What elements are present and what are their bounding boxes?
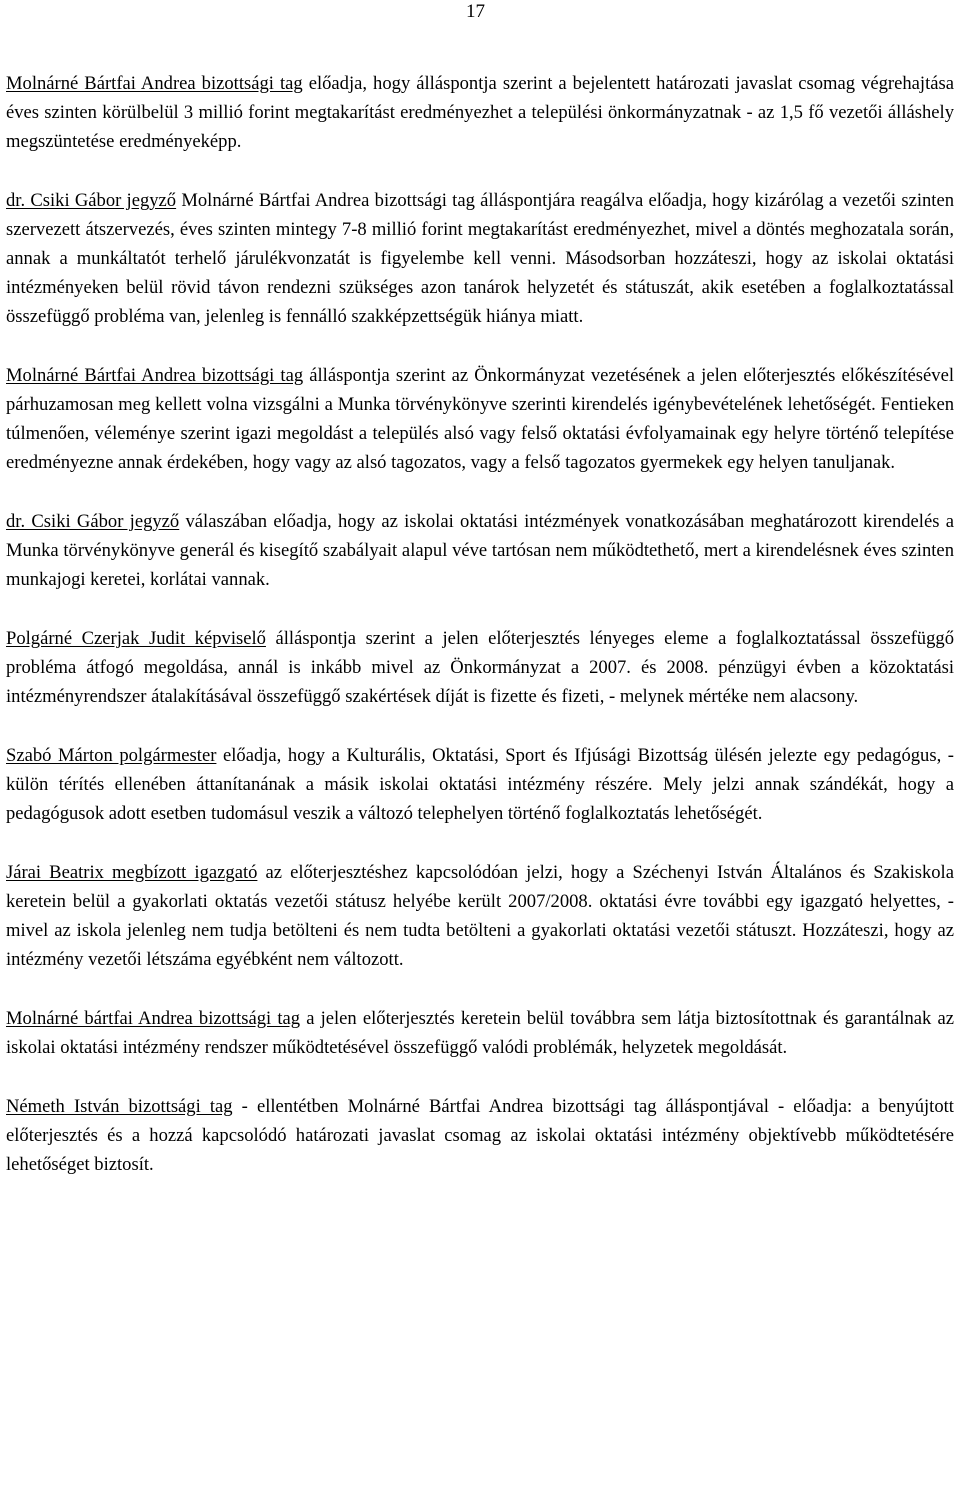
paragraph-6 [6,741,954,828]
paragraph-2 [6,186,954,331]
document-body [6,69,954,1209]
paragraph-text: álláspontja szerint az Önkormányzat vezetésének a jelen előterjesztés előkészítésével párhuzamosan meg kellett volna vizsgálni a Munka törvénykönyve szerinti kirendelés igénybevételének lehetőségét. Fentieken túlmenően, véleménye szerint igazi megoldást a település alsó vagy felső oktatási évfolyamainak egy helyre történő telepítése eredményezne annak érdekében, hogy vagy az alsó tagozatos, vagy a felső tagozatos gyermekek egy helyen tanuljanak. [6,365,954,473]
speaker-name: Németh István bizottsági tag [6,1096,233,1117]
speaker-name: Járai Beatrix megbízott igazgató [6,862,258,883]
speaker-name: Molnárné Bártfai Andrea bizottsági tag [6,73,303,94]
speaker-name: Molnárné bártfai Andrea bizottsági tag [6,1008,301,1029]
paragraph-8 [6,1004,954,1062]
speaker-name: dr. Csiki Gábor jegyző [6,190,177,211]
paragraph-text: válaszában előadja, hogy az iskolai oktatási intézmények vonatkozásában meghatározott kirendelés a Munka törvénykönyve generál és kisegítő szabályait alapul véve tartósan nem működtethető, mert a kirendelésnek éves szinten munkajogi keretei, korlátai vannak. [6,511,954,590]
paragraph-text: előadja, hogy álláspontja szerint a bejelentett határozati javaslat csomag végrehajtása éves szinten körülbelül 3 millió forint megtakarítást eredményezhet a települési önkormányzatnak - az 1,5 fő vezetői álláshely megszüntetése eredményeképp. [6,73,954,152]
page-number: 17 [466,1,485,22]
paragraph-text: álláspontja szerint a jelen előterjesztés lényeges eleme a foglalkoztatással összefüggő probléma átfogó megoldása, annál is inkább mivel az Önkormányzat a 2007. és 2008. pénzügyi évben a közoktatási intézményrendszer átalakításával összefüggő szakértések díját is fizette és fizeti, - melynek mértéke nem alacsony. [6,628,954,707]
paragraph-5 [6,624,954,711]
speaker-name: dr. Csiki Gábor jegyző [6,511,180,532]
paragraph-3 [6,361,954,477]
paragraph-text: az előterjesztéshez kapcsolódóan jelzi, hogy a Széchenyi István Általános és Szakiskola keretein belül a gyakorlati oktatás vezetői státusz helyébe került 2007/2008. oktatási évre további egy igazgató helyettes, - mivel az iskola jelenleg nem tudja betölteni és nem tudta betölteni a gyakorlati oktatási vezetői státuszt. Hozzáteszi, hogy az intézmény vezetői létszáma egyébként nem változott. [6,862,954,970]
paragraph-7 [6,858,954,974]
paragraph-text: Molnárné Bártfai Andrea bizottsági tag álláspontjára reagálva előadja, hogy kizárólag a vezetői szinten szervezett átszervezés, éves szinten mintegy 7-8 millió forint megtakarítást eredményezhet, mivel a döntés meghozatala során, annak a munkáltatót terhelő járulékvonzatát is figyelembe kell venni. Másodsorban hozzáteszi, hogy az iskolai oktatási intézményeken belül rövid távon rendezni szükséges azon tanárok helyzetét és státuszát, akik esetében a foglalkoztatással összefüggő probléma van, jelenleg is fennálló szakképzettségük hiánya miatt. [6,190,954,327]
speaker-name: Molnárné Bártfai Andrea bizottsági tag [6,365,304,386]
speaker-name: Szabó Márton polgármester [6,745,217,766]
speaker-name: Polgárné Czerjak Judit képviselő [6,628,266,649]
paragraph-4 [6,507,954,594]
paragraph-text: - ellentétben Molnárné Bártfai Andrea bizottsági tag álláspontjával - előadja: a benyújtott előterjesztés és a hozzá kapcsolódó határozati javaslat csomag az iskolai oktatási intézmény objektívebb működtetésére lehetőséget biztosít. [6,1096,954,1175]
paragraph-text: a jelen előterjesztés keretein belül továbbra sem látja biztosítottnak és garantálnak az iskolai oktatási intézmény rendszer működtetésével összefüggő valódi problémák, helyzetek megoldását. [6,1008,954,1058]
paragraph-1 [6,69,954,156]
paragraph-text: előadja, hogy a Kulturális, Oktatási, Sport és Ifjúsági Bizottság ülésén jelezte egy pedagógus, - külön térítés ellenében áttanítanának a másik iskolai oktatási intézmény részére. Mely jelzi annak szándékát, hogy a pedagógusok adott esetben tudomásul veszik a változó telephelyen történő foglalkoztatás lehetőségét. [6,745,954,824]
paragraph-9 [6,1092,954,1179]
